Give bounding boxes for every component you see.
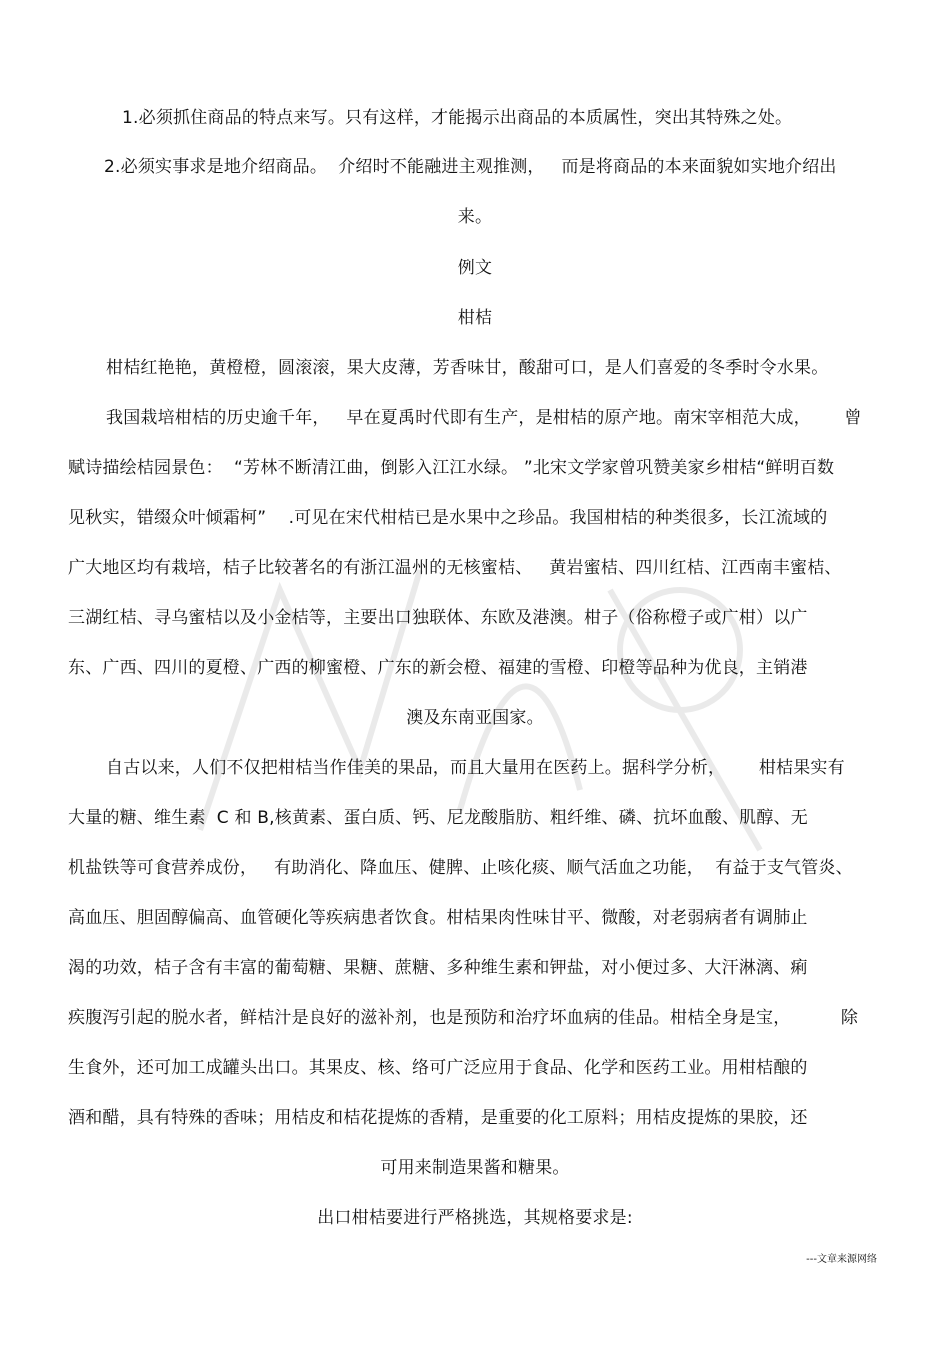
watermark-stroke [460,686,580,810]
paragraph-line: 三湖红桔、寻乌蜜桔以及小金桔等，主要出口独联体、东欧及港澳。柑子（俗称橙子或广柑）以广 [68,608,808,628]
paragraph-line: 柑桔红艳艳，黄橙橙，圆滚滚，果大皮薄，芳香味甘，酸甜可口，是人们喜爱的冬季时令水果。 [106,358,829,378]
paragraph-line: 自古以来，人们不仅把柑桔当作佳美的果品，而且大量用在医药上。据科学分析， 柑桔果实有 [106,758,845,778]
paragraph-line: 来。 [457,207,493,227]
section-heading: 例文 [457,258,493,278]
paragraph-line: 机盐铁等可食营养成份， 有助消化、降血压、健脾、止咳化痰、顺气活血之功能， 有益于支气管炎、 [68,858,853,878]
paragraph-line: 渴的功效，桔子含有丰富的葡萄糖、果糖、蔗糖、多种维生素和钾盐，对小便过多、大汗淋漓、痢 [68,958,808,978]
article-title: 柑桔 [457,308,493,328]
paragraph-line: 高血压、胆固醇偏高、血管硬化等疾病患者饮食。柑桔果肉性味甘平、微酸，对老弱病者有调肺止 [68,908,808,928]
paragraph-line: 生食外，还可加工成罐头出口。其果皮、核、络可广泛应用于食品、化学和医药工业。用柑桔酿的 [68,1058,808,1078]
paragraph-line: 酒和醋，具有特殊的香味；用桔皮和桔花提炼的香精，是重要的化工原料；用桔皮提炼的果胶，还 [68,1108,808,1128]
paragraph-line: 赋诗描绘桔园景色： “芳林不断清江曲，倒影入江江水绿。 ”北宋文学家曾巩赞美家乡柑桔“鲜明百数 [68,458,835,478]
paragraph-line: 东、广西、四川的夏橙、广西的柳蜜橙、广东的新会橙、福建的雪橙、印橙等品种为优良，主销港 [68,658,808,678]
paragraph-line: 大量的糖、维生素 C 和 B,核黄素、蛋白质、钙、尼龙酸脂肪、粗纤维、磷、抗坏血酸、肌醇、无 [68,808,808,828]
paragraph-line: 可用来制造果酱和糖果。 [380,1158,570,1178]
paragraph-line: 见秋实，错缀众叶倾霜柯” .可见在宋代柑桔已是水果中之珍品。我国柑桔的种类很多，长江流域的 [68,508,828,528]
paragraph-line: 出口柑桔要进行严格挑选，其规格要求是: [317,1208,633,1228]
paragraph-line: 2.必须实事求是地介绍商品。 介绍时不能融进主观推测， 而是将商品的本来面貌如实地介绍出 [104,157,837,177]
paragraph-line: 1.必须抓住商品的特点来写。只有这样，才能揭示出商品的本质属性，突出其特殊之处。 [122,108,793,128]
paragraph-line: 我国栽培柑桔的历史逾千年， 早在夏禹时代即有生产，是柑桔的原产地。南宋宰相范大成， 曾 [106,408,862,428]
paragraph-line: 澳及东南亚国家。 [406,708,544,728]
source-footer: ---文章来源网络 [806,1254,877,1265]
paragraph-line: 广大地区均有栽培，桔子比较著名的有浙江温州的无核蜜桔、 黄岩蜜桔、四川红桔、江西南丰蜜桔、 [68,558,842,578]
paragraph-line: 疾腹泻引起的脱水者，鲜桔汁是良好的滋补剂，也是预防和治疗坏血病的佳品。柑桔全身是宝， 除 [68,1008,859,1028]
